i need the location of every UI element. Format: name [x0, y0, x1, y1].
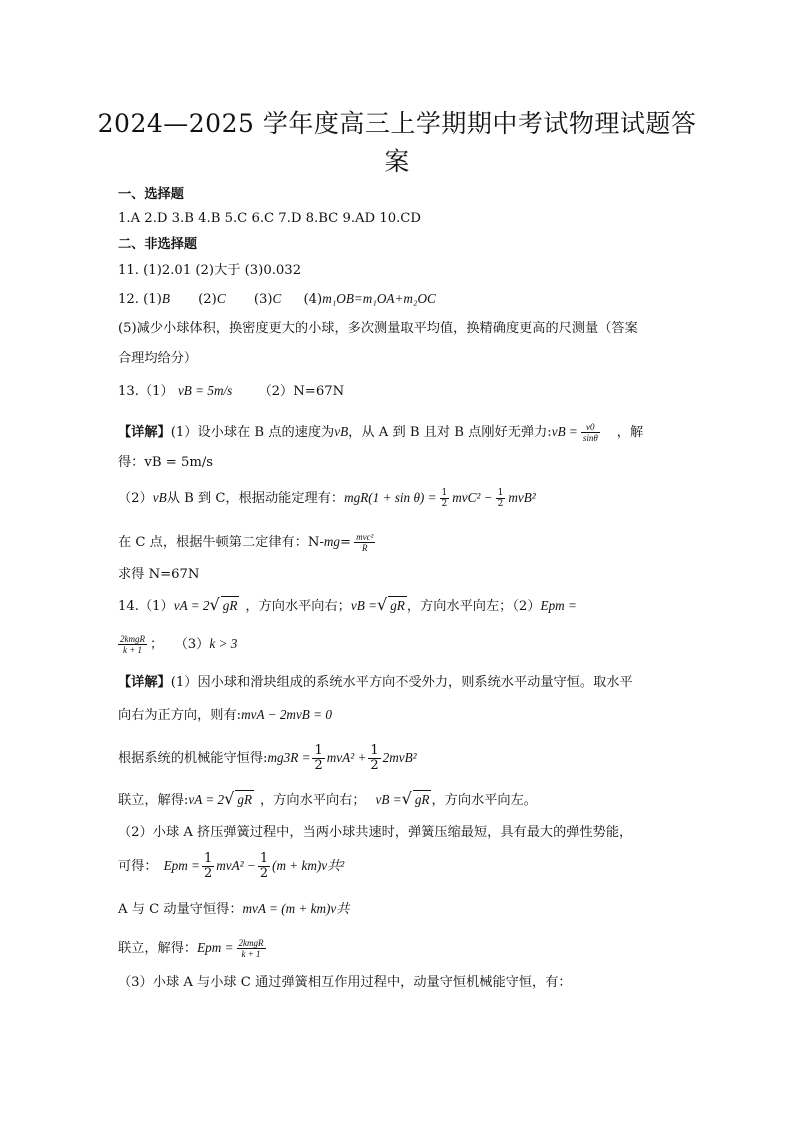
sqrt-icon: √: [209, 595, 220, 614]
q14-epm-term1: mvA² −: [216, 858, 256, 873]
q14-head-gr: gR: [222, 598, 238, 613]
q13-detail-line4: [118, 532, 378, 553]
fraction-denominator: 2: [259, 866, 269, 881]
half-fraction: [440, 488, 450, 509]
q14-detail4-text: 联立，解得:: [118, 793, 189, 808]
fraction-numerator: 1: [203, 851, 213, 866]
q14-answer-line1: [118, 596, 577, 616]
q14-epm-eq: Epm =: [163, 858, 200, 873]
fraction-numerator: mvc²: [356, 532, 374, 542]
fraction-denominator: 2: [203, 866, 213, 881]
q14-energy-term1: mvA² +: [326, 750, 367, 765]
fraction-denominator: 2: [441, 499, 448, 509]
q14-epm-term2: (m + km)v共²: [272, 858, 345, 873]
fraction-numerator: 1: [314, 743, 323, 758]
q14-energy-eq: mg3R =: [267, 750, 311, 765]
q13-energy-term1: mvC² −: [452, 490, 493, 505]
q14-detail-line4: [118, 790, 537, 810]
half-fraction: [258, 852, 270, 881]
q14-head-b: ，方向水平向右；: [245, 599, 351, 614]
q14-head-va: vA = 2: [173, 598, 210, 613]
fraction-numerator: 1: [370, 743, 379, 758]
q12-part5-line1: (5)减少小球体积，换密度更大的小球，多次测量取平均值，换精确度更高的尺测量（答案: [118, 321, 638, 336]
q13-n: （2）N=67N: [258, 384, 345, 399]
q13-detail1-eq: vB =: [551, 424, 578, 439]
q12-a3: C: [272, 291, 282, 306]
q14-detail-line9: （3）小球 A 与小球 C 通过弹簧相互作用过程中，动量守恒机械能守恒，有：: [118, 975, 572, 990]
q14-fraction-epm-final: [237, 938, 266, 959]
q14-detail2-text: 向右为正方向，则有:: [118, 708, 242, 723]
q13-detail3-a: （2）: [118, 491, 153, 506]
q13-detail1-a: (1）设小球在 B 点的速度为: [170, 425, 335, 440]
q11-answer: 11. (1)2.01 (2)大于 (3)0.032: [118, 263, 302, 278]
fraction-denominator: 2: [314, 758, 323, 773]
q13-answer: [118, 382, 344, 401]
q12-s2: (2): [198, 292, 217, 307]
q13-detail-tag: 【详解】: [118, 425, 171, 440]
q14-detail8-text: 联立，解得：: [118, 941, 198, 956]
q14-head-a: 14.（1）: [118, 599, 174, 614]
q13-fraction-vb: [581, 422, 600, 443]
q14-detail-line7: [118, 900, 349, 919]
section-choice-heading: 一、选择题: [118, 187, 184, 202]
fraction-numerator: 1: [497, 488, 504, 498]
sqrt-icon: √: [376, 595, 388, 614]
fraction-numerator: 2kmgR: [238, 938, 264, 948]
q13-head: 13.（1）: [118, 384, 174, 399]
fraction-denominator: sinθ: [582, 433, 598, 443]
section-nonchoice-heading: 二、非选择题: [118, 237, 198, 252]
q14-detail4-c: ，方向水平向左。: [431, 793, 537, 808]
q14-detail4-vb: vB =: [375, 792, 402, 807]
fraction-numerator: v0: [581, 422, 600, 433]
q14-detail-line3: [118, 744, 417, 773]
q13-detail-line5: 求得 N=67N: [118, 567, 200, 582]
q13-vb: vB = 5m/s: [177, 383, 233, 398]
fraction-numerator: 1: [441, 488, 448, 498]
q13-energy-eq: mgR(1 + sin θ) =: [344, 490, 437, 505]
q14-head-c: ，方向水平向左；（2）: [406, 599, 541, 614]
q14-momentum-eq: mvA − 2mvB = 0: [241, 707, 332, 722]
fraction-denominator: 2: [497, 499, 504, 509]
q14-detail4-gr2: gR: [414, 792, 430, 807]
q13-detail4-eq: =: [340, 535, 352, 550]
q14-head2-a: ；: [150, 637, 164, 652]
q14-detail-tag: 【详解】: [118, 675, 171, 690]
q12-s3: (3): [253, 292, 273, 307]
q13-fraction-centripetal: [354, 532, 375, 553]
q14-detail4-gr: gR: [237, 792, 253, 807]
q14-head-vb: vB =: [350, 598, 377, 613]
fraction-numerator: 2kmgR: [120, 634, 145, 644]
q12-lead: 12. (1): [118, 292, 162, 307]
q13-detail3-v: vB: [152, 490, 167, 505]
q14-detail-line5: （2）小球 A 挤压弹簧过程中，当两小球共速时，弹簧压缩最短，具有最大的弹性势能，: [118, 825, 633, 840]
half-fraction: [202, 852, 214, 881]
choice-answers: 1.A 2.D 3.B 4.B 5.C 6.C 7.D 8.BC 9.AD 10.CD: [118, 211, 421, 226]
q13-detail-line2: 得：vB = 5m/s: [118, 455, 214, 470]
half-fraction: [312, 744, 324, 773]
doc-title-line2: 案: [384, 147, 410, 176]
half-fraction: [368, 744, 380, 773]
q14-detail4-b: ，方向水平向右；: [260, 793, 366, 808]
fraction-denominator: k + 1: [122, 645, 143, 655]
q14-detail-line6: [118, 852, 344, 881]
sqrt-icon: √: [224, 789, 235, 808]
q14-detail4-va: vA = 2: [188, 792, 225, 807]
q14-energy-term2: 2mvB²: [382, 750, 417, 765]
q12-part5-line2: 合理均给分）: [118, 351, 198, 366]
q14-detail7-text: A 与 C 动量守恒得：: [118, 902, 243, 917]
q14-answer-line2: [118, 634, 237, 655]
fraction-denominator: R: [361, 543, 368, 553]
q13-detail4-a: 在 C 点，根据牛顿第二定律有：N-: [118, 535, 324, 550]
q14-detail1-text: (1）因小球和滑块组成的系统水平方向不受外力，则系统水平动量守恒。取水平: [170, 675, 633, 690]
q12-a2: C: [216, 291, 226, 306]
q14-ac-momentum-eq: mvA = (m + km)v共: [242, 901, 350, 916]
q13-detail4-mg: mg: [323, 534, 341, 549]
q14-detail-line8: [118, 938, 269, 959]
half-fraction: [496, 488, 506, 509]
q14-detail6-text: 可得：: [118, 859, 158, 874]
q13-detail-line1: [118, 422, 643, 443]
fraction-denominator: 2: [370, 758, 379, 773]
doc-title-line1: 2024—2025 学年度高三上学期期中考试物理试题答: [97, 109, 697, 138]
q12-s4: (4): [303, 292, 323, 307]
q13-energy-term2: mvB²: [508, 490, 536, 505]
q12-a1: B: [161, 291, 170, 306]
q14-detail3-text: 根据系统的机械能守恒得:: [118, 751, 268, 766]
q14-detail-line1: [118, 674, 633, 692]
q14-head2-k: k > 3: [209, 636, 238, 651]
fraction-numerator: 1: [259, 851, 269, 866]
q13-detail1-b: ，从 A 到 B 且对 B 点刚好无弹力:: [348, 425, 552, 440]
q13-detail1-v: vB: [334, 424, 349, 439]
q13-detail1-c: ，解: [616, 425, 644, 440]
q14-detail8-eq: Epm =: [197, 940, 234, 955]
q14-head2-b: （3）: [181, 637, 210, 652]
sqrt-icon: √: [401, 789, 412, 808]
fraction-denominator: k + 1: [241, 949, 261, 959]
q12-answer: [118, 290, 436, 309]
q13-detail3-b: 从 B 到 C，根据动能定理有：: [166, 491, 345, 506]
q14-head-gr2: gR: [390, 598, 405, 613]
q14-head-ep: Epm =: [540, 598, 577, 613]
q13-detail-line3: [118, 488, 536, 509]
q14-fraction-epm: [118, 634, 147, 655]
q12-a4: m₁OB=m₁OA+m₂OC: [322, 291, 436, 306]
q14-detail-line2: [118, 706, 332, 725]
